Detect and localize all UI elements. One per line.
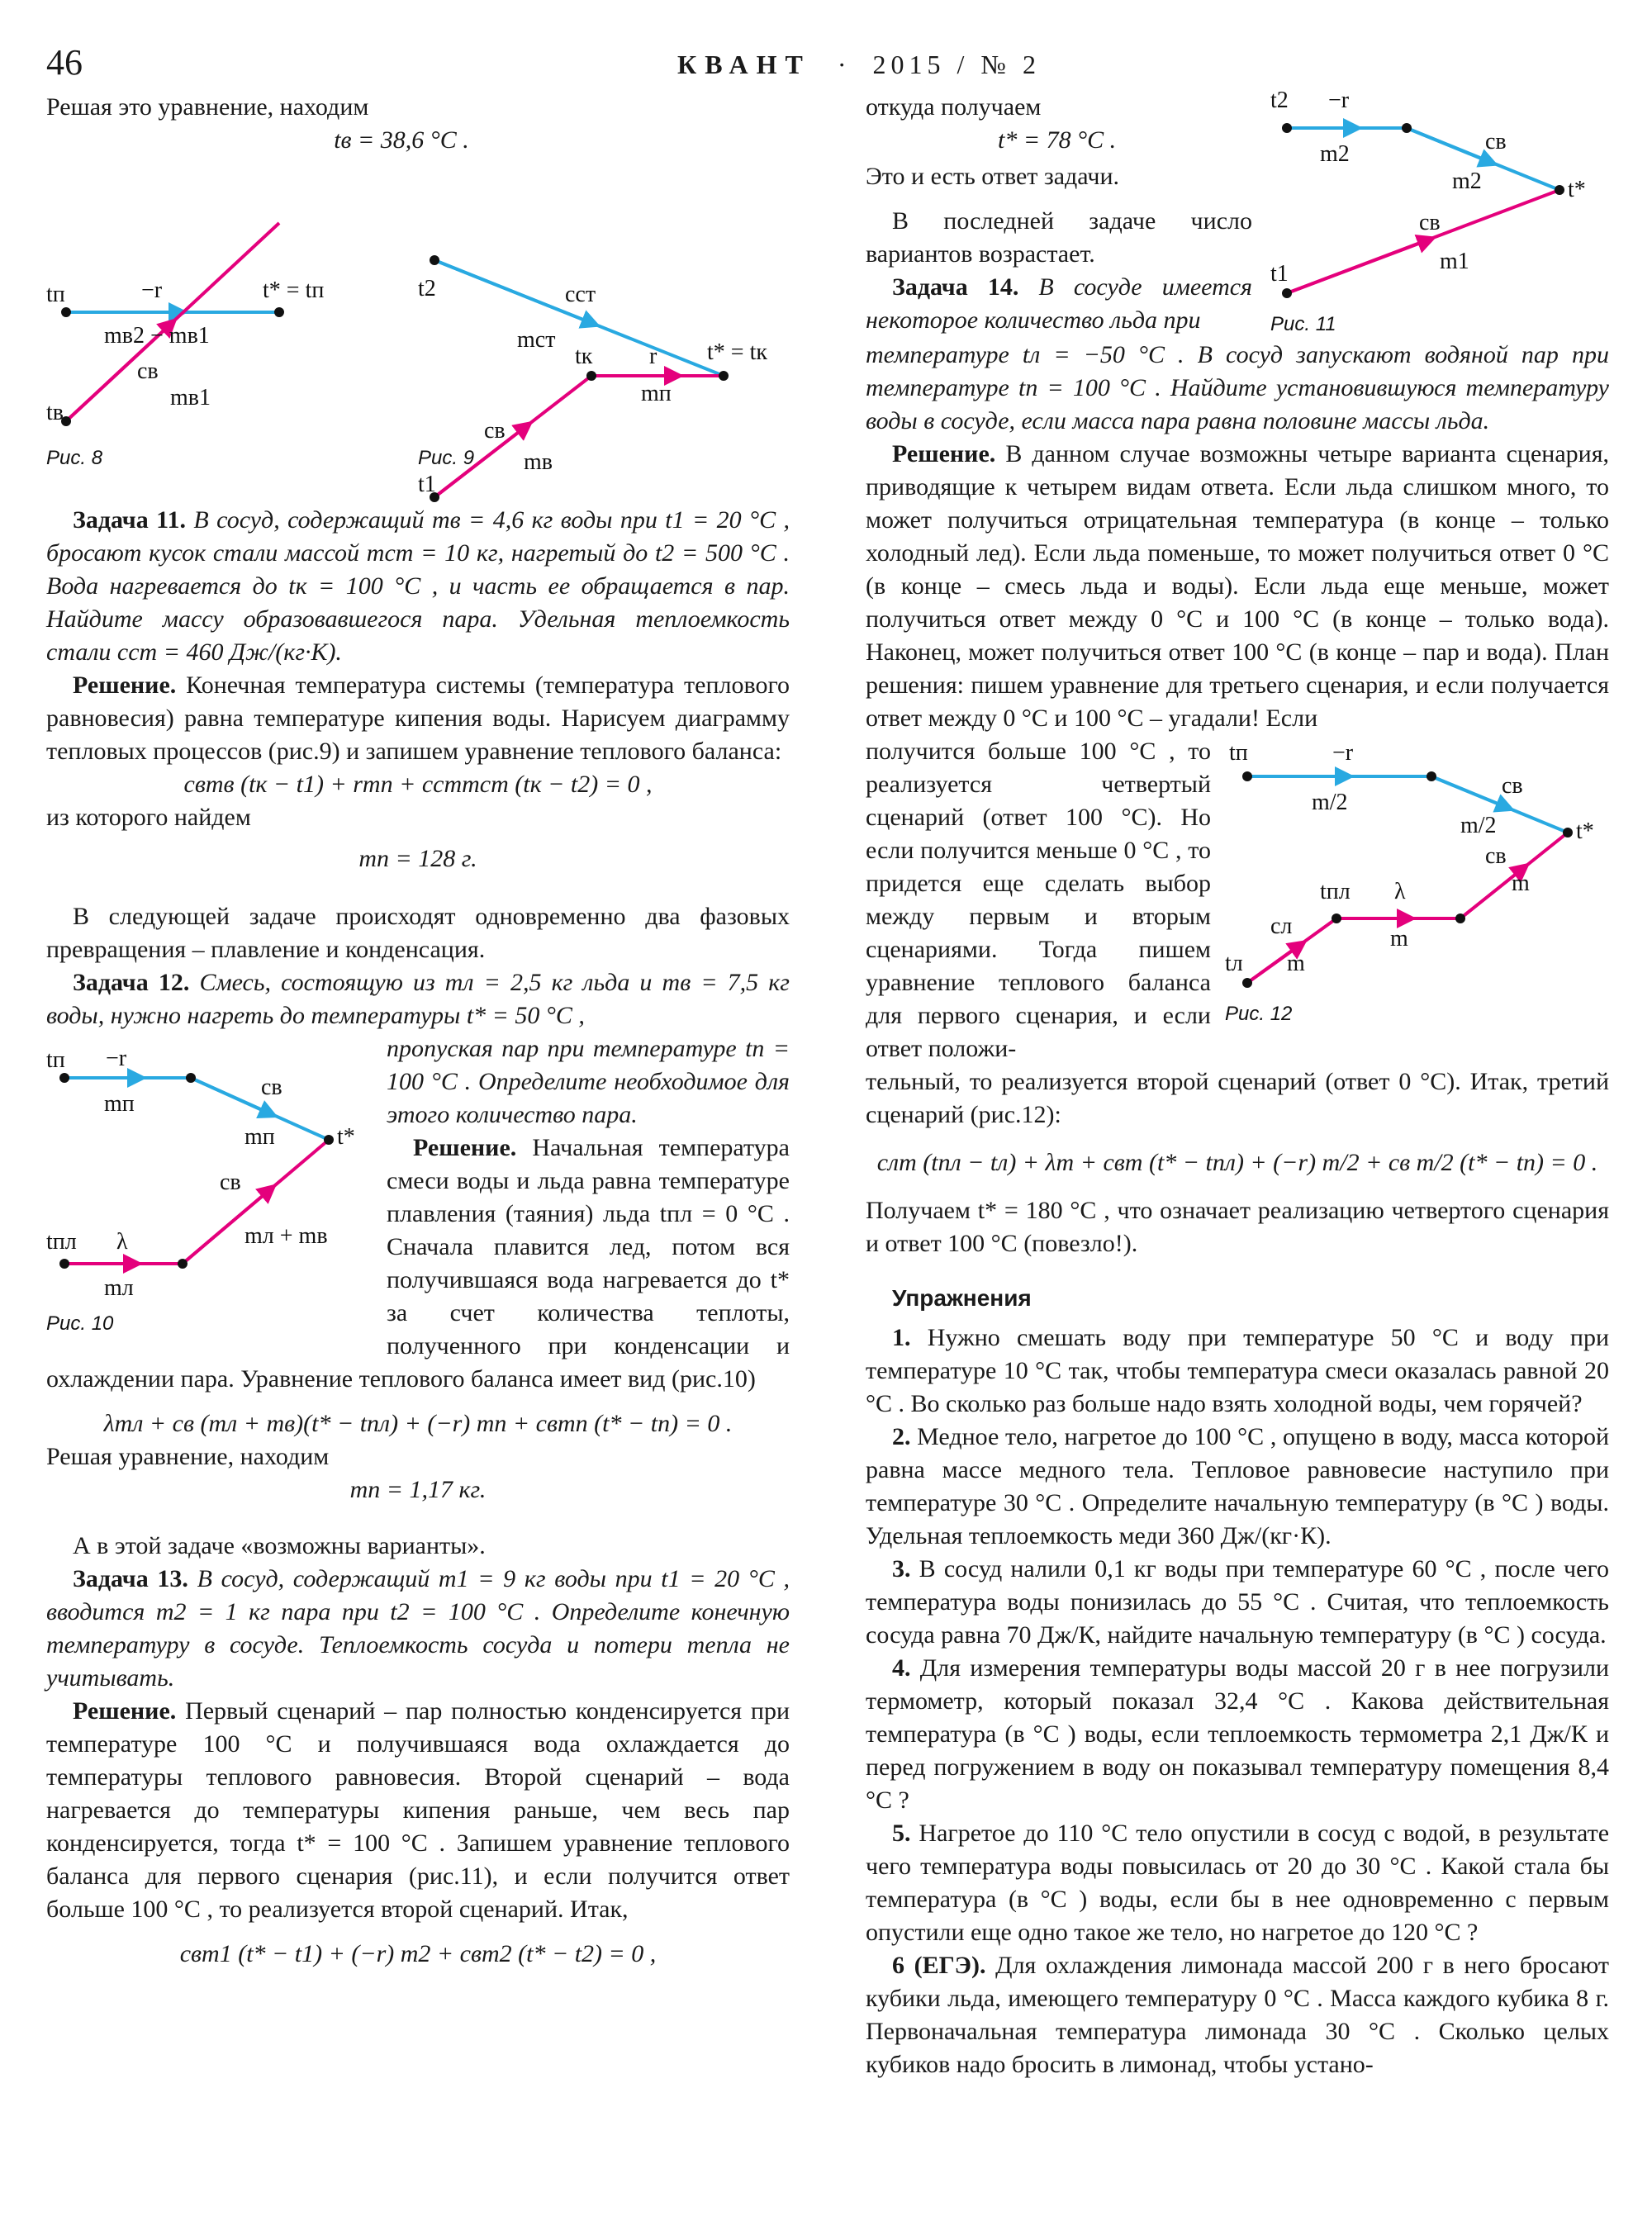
fig9-tstar: t* = tк	[707, 339, 767, 365]
fig12-m3: m	[1287, 951, 1305, 976]
solution-label-11: Решение.	[73, 671, 177, 699]
fig10-mp: mп	[104, 1091, 135, 1117]
header-dot: ·	[837, 50, 847, 79]
fig10-cv: cв	[261, 1075, 282, 1100]
solution-11-text: Конечная температура системы (температура теплового равновесия) равна температуре кипения воды. Нарисуем диаграмму тепловых процессов (рис.9) и запишем уравнение теплового баланса:	[46, 671, 790, 765]
fig12-tl: tл	[1225, 951, 1243, 976]
problem-14-wrap-text: получится больше 100 °С , то реализуется четвертый сценарий (ответ 100 °С). Но если получится меньше 0 °С , то придется еще сделать выбор между первым и вторым сценариями. Тогда пишем уравнение теплового баланса для первого сценария, и если ответ положи-	[866, 738, 1211, 1062]
fig8-cv: cв	[137, 358, 159, 384]
fig9-mst: mст	[517, 327, 556, 353]
solution-label-13: Решение.	[73, 1697, 177, 1725]
fig10-lambda: λ	[116, 1229, 128, 1255]
fig11-caption: Рис. 11	[1270, 313, 1336, 335]
fig12-cv: cв	[1502, 773, 1523, 799]
from-which-text: из которого найдем	[46, 804, 251, 831]
fig9-mp: mп	[641, 381, 672, 406]
exercise-item	[866, 1817, 1609, 1949]
equation-tv: tв = 38,6 °С .	[334, 126, 469, 154]
intro-text: Решая это уравнение, находим	[46, 93, 369, 121]
solution-13-text: Первый сценарий – пар полностью конденсируется при температуре 100 °С и получившаяся вода охлаждается до температуры теплового равновесия. Второй сценарий – вода нагревается до температуры кипения раньше, чем весь пар конденсируется, тогда t* = 100 °С . Запишем уравнение теплового баланса для первого сценария (рис.11), и если получится ответ больше 100 °С , то реализуется второй сценарий. Итак,	[46, 1697, 790, 1923]
journal-name: КВАНТ	[677, 50, 811, 79]
fig8-minus-r: −r	[141, 278, 163, 303]
fig9-cv: cв	[484, 418, 506, 444]
equation-t78: t* = 78 °С .	[998, 126, 1117, 154]
fig12-tpl: tпл	[1320, 879, 1351, 904]
fig12-m2b: m/2	[1460, 813, 1497, 838]
fig9-mv: mв	[524, 449, 553, 475]
solution-12-text: Начальная температура смеси воды и льда равна температуре плавления (таяния) льда tпл = 0 °С . Сначала плавится лед, потом вся получившаяся вода нагревается до t* за счет количества теплоты, полученного при конденсации и охлаждении пара. Уравнение теплового баланса имеет вид (рис.10)	[46, 1134, 790, 1393]
fig11-cv: cв	[1485, 129, 1507, 154]
problem-11-title: Задача 11.	[73, 506, 186, 534]
top-right-block	[866, 88, 1609, 337]
problem-13-solution	[46, 1695, 790, 1926]
problem-14-after-text: тельный, то реализуется второй сценарий (ответ 0 °С). Итак, третий сценарий (рис.12):	[866, 1068, 1609, 1128]
problem-14-text-2: температуре tл = −50 °С . В сосуд запускают водяной пар при температуре tп = 100 °С . Найдите установившуюся температуру воды в сосуде, если масса пара равна половине массы льда.	[866, 341, 1609, 434]
fig10-tp: tп	[46, 1047, 65, 1073]
fig8-tv: tв	[46, 400, 64, 425]
whence-text: откуда получаем	[866, 93, 1042, 121]
exercise-number: 2.	[892, 1423, 911, 1450]
fig11-m2: m2	[1320, 141, 1350, 167]
fig9-tk: tк	[575, 344, 593, 369]
equation-mp-128: mп = 128 г.	[358, 845, 477, 872]
fig8-caption: Рис. 8	[46, 447, 103, 469]
problem-13-title: Задача 13.	[73, 1565, 188, 1592]
left-column	[46, 91, 790, 1971]
fig12-caption: Рис. 12	[1225, 1003, 1293, 1025]
fig12-m2: m/2	[1312, 790, 1348, 815]
fig11-cv2: cв	[1419, 210, 1441, 235]
exercise-text: Медное тело, нагретое до 100 °С , опущено в воду, масса которой равна массе медного тела. Тепловое равновесие наступило при температуре 30 °С . Определите начальную температуру (в °С ) воды. Удельная теплоемкость меди 360 Дж/(кг·К).	[866, 1423, 1609, 1549]
fig11-minus-r: −r	[1328, 88, 1350, 113]
solution-14-text: В данном случае возможны четыре варианта сценария, приводящие к четырем видам ответа. Если льда слишком много, то может получиться отрицательная температура (в конце – только холодный лед). Если льда поменьше, то может получиться ответ 0 °С (в конце – смесь льда и воды). Если льда еще меньше, может получиться ответ между 0 °С и 100 °С (в конце – только вода). Наконец, может получиться ответ 100 °С (в конце – пар и вода). План решения: пишем уравнение для третьего сценария, и если получается ответ между 0 °С и 100 °С – угадали! Если	[866, 440, 1610, 732]
equation-mp-117: mп = 1,17 кг.	[349, 1476, 487, 1503]
solution-label-14: Решение.	[892, 440, 996, 467]
exercises-title: Упражнения	[892, 1285, 1032, 1311]
problem-12-text-1: Смесь, состоящую из mл = 2,5 кг льда и mв = 7,5 кг воды, нужно нагреть до температуры t* = 50 °С ,	[46, 969, 790, 1029]
problem-12-block	[46, 1032, 790, 1396]
fig8-tstar: t* = tп	[263, 278, 325, 303]
exercise-number: 3.	[892, 1555, 911, 1583]
figure-12	[1221, 735, 1609, 1032]
equation-12: λmл + cв (mл + mв)(t* − tпл) + (−r) mп + cвmп (t* − tп) = 0 .	[103, 1410, 733, 1437]
fig11-m2b: m2	[1452, 168, 1482, 194]
problem-11	[46, 504, 790, 669]
exercise-text: В сосуд налили 0,1 кг воды при температуре 60 °С , после чего температура воды понизилась до 55 °С . Считая, что теплоемкость сосуда равна 70 Дж/К, найдите начальную температуру (в °С ) сосуда.	[866, 1555, 1609, 1649]
exercise-number: 4.	[892, 1654, 911, 1682]
fig12-lambda: λ	[1394, 879, 1406, 904]
fig10-mlmv: mл + mв	[244, 1223, 328, 1249]
equation-11: cвmв (tк − t1) + rmп + cстmст (tк − t2) = 0 ,	[183, 771, 653, 798]
problem-12-title: Задача 12.	[73, 969, 190, 996]
exercise-number: 5.	[892, 1820, 911, 1847]
variants-text: А в этой задаче «возможны варианты».	[73, 1532, 486, 1559]
exercise-number: 1.	[892, 1324, 911, 1351]
answer-text: Это и есть ответ задачи.	[866, 163, 1120, 190]
problem-14-wrap-block	[866, 735, 1609, 1065]
problem-12-text-2: пропуская пар при температуре tп = 100 °С . Определите необходимое для этого количество пара.	[387, 1035, 790, 1128]
fig8-mv1: mв1	[170, 385, 211, 410]
fig12-m: m	[1512, 871, 1530, 896]
equation-13: cвm1 (t* − t1) + (−r) m2 + cвm2 (t* − t2) = 0 ,	[179, 1940, 657, 1967]
exercise-item	[866, 1652, 1609, 1817]
equation-14: cлm (tпл − tл) + λm + cвm (t* − tпл) + (−r) m/2 + cв m/2 (t* − tп) = 0 .	[876, 1149, 1598, 1176]
figure-11	[1262, 83, 1609, 339]
fig10-tpl: tпл	[46, 1229, 77, 1255]
page-number: 46	[46, 42, 83, 83]
fig11-t1: t1	[1270, 261, 1289, 287]
problem-14-text-1: В сосуде имеется некоторое количество льда при	[866, 273, 1252, 334]
solution-label-12: Решение.	[413, 1134, 517, 1161]
fig12-minus-r: −r	[1332, 740, 1354, 766]
figure-8	[46, 223, 324, 469]
fig10-tstar: t*	[337, 1124, 355, 1150]
issue: 2015 / № 2	[872, 50, 1041, 79]
fig11-m1: m1	[1440, 249, 1469, 274]
fig12-cl: cл	[1270, 913, 1293, 939]
fig12-tp: tп	[1229, 740, 1248, 766]
fig12-mm: m	[1390, 926, 1408, 951]
fig8-tp: tп	[46, 282, 65, 307]
exercise-number: 6 (ЕГЭ).	[892, 1952, 986, 1979]
problem-14-title: Задача 14.	[892, 273, 1019, 301]
exercise-item	[866, 1553, 1609, 1652]
problem-13	[46, 1563, 790, 1695]
figure-8-9-diagram	[46, 157, 790, 497]
figure-9	[418, 255, 767, 502]
figure-10	[46, 1032, 377, 1346]
result-text: Получаем t* = 180 °С , что означает реализацию четвертого сценария и ответ 100 °С (повезло!).	[866, 1197, 1609, 1257]
fig10-minus-r: −r	[106, 1046, 127, 1071]
last-problem-text: В последней задаче число вариантов возрастает.	[866, 207, 1252, 268]
exercise-item	[866, 1421, 1609, 1553]
problem-13-text: В сосуд, содержащий m1 = 9 кг воды при t1 = 20 °С , вводится m2 = 1 кг пара при t2 = 100 °С . Определите конечную температуру в сосуде. Теплоемкость сосуда и потери тепла не учитывать.	[46, 1565, 790, 1692]
fig11-tstar: t*	[1568, 177, 1586, 202]
journal-title	[677, 50, 1041, 80]
exercise-text: Для охлаждения лимонада массой 200 г в него бросают кубики льда, имеющего температуру 0 °С . Масса каждого кубика 8 г. Первоначальная температура лимонада 30 °С . Сколько целых кубиков надо бросить в лимонад, чтобы устано-	[866, 1952, 1610, 2078]
fig9-t2: t2	[418, 276, 436, 301]
fig9-cst: cст	[565, 282, 596, 307]
next-problem-text: В следующей задаче происходят одновременно два фазовых превращения – плавление и конденсация.	[46, 903, 790, 963]
fig9-t1: t1	[418, 472, 436, 497]
fig12-tstar: t*	[1576, 819, 1594, 844]
problem-11-solution	[46, 669, 790, 768]
exercise-text: Нужно смешать воду при температуре 50 °С и воду при температуре 10 °С так, чтобы температура смеси оказалась равной 20 °С . Во сколько раз больше надо взять холодной воды, чем горячей?	[866, 1324, 1610, 1417]
fig12-cv2: cв	[1485, 843, 1507, 869]
solve-text: Решая уравнение, находим	[46, 1443, 330, 1470]
fig8-mdiff: mв2 − mв1	[104, 323, 210, 349]
problem-11-text: В сосуд, содержащий mв = 4,6 кг воды при t1 = 20 °С , бросают кусок стали массой mст = 10 кг, нагретый до t2 = 500 °С . Вода нагревается до tк = 100 °С , и часть ее обращается в пар. Найдите массу образовавшегося пара. Удельная теплоемкость стали cст = 460 Дж/(кг·К).	[46, 506, 790, 666]
fig10-mp2: mп	[244, 1124, 275, 1150]
exercise-item	[866, 1949, 1609, 2081]
problem-14-solution	[866, 438, 1609, 735]
fig10-cv2: cв	[220, 1170, 241, 1195]
fig9-caption: Рис. 9	[418, 447, 475, 469]
fig9-r: r	[649, 344, 657, 369]
fig11-t2: t2	[1270, 88, 1289, 113]
right-column	[866, 88, 1610, 2081]
exercise-item	[866, 1322, 1609, 1421]
exercise-text: Нагретое до 110 °С тело опустили в сосуд с водой, в результате чего температура воды повысилась от 20 до 30 °С . Какой стала бы температура (в °С ) воды, если бы в нее одновременно с первым опустили еще одно такое же тело, но нагретое до 120 °С ?	[866, 1820, 1610, 1946]
fig10-ml: mл	[104, 1275, 134, 1301]
figures-8-9	[46, 157, 790, 497]
exercises-list	[866, 1322, 1609, 2081]
fig10-caption: Рис. 10	[46, 1312, 114, 1335]
problem-12	[46, 966, 790, 1032]
exercise-text: Для измерения температуры воды массой 20 г в нее погрузили термометр, который показал 32,4 °С . Какова действительная температура (в °С ) воды, если теплоемкость термометра 2,1 Дж/К и перед погружением в воду он показывал температуру помещения 8,4 °С ?	[866, 1654, 1610, 1814]
